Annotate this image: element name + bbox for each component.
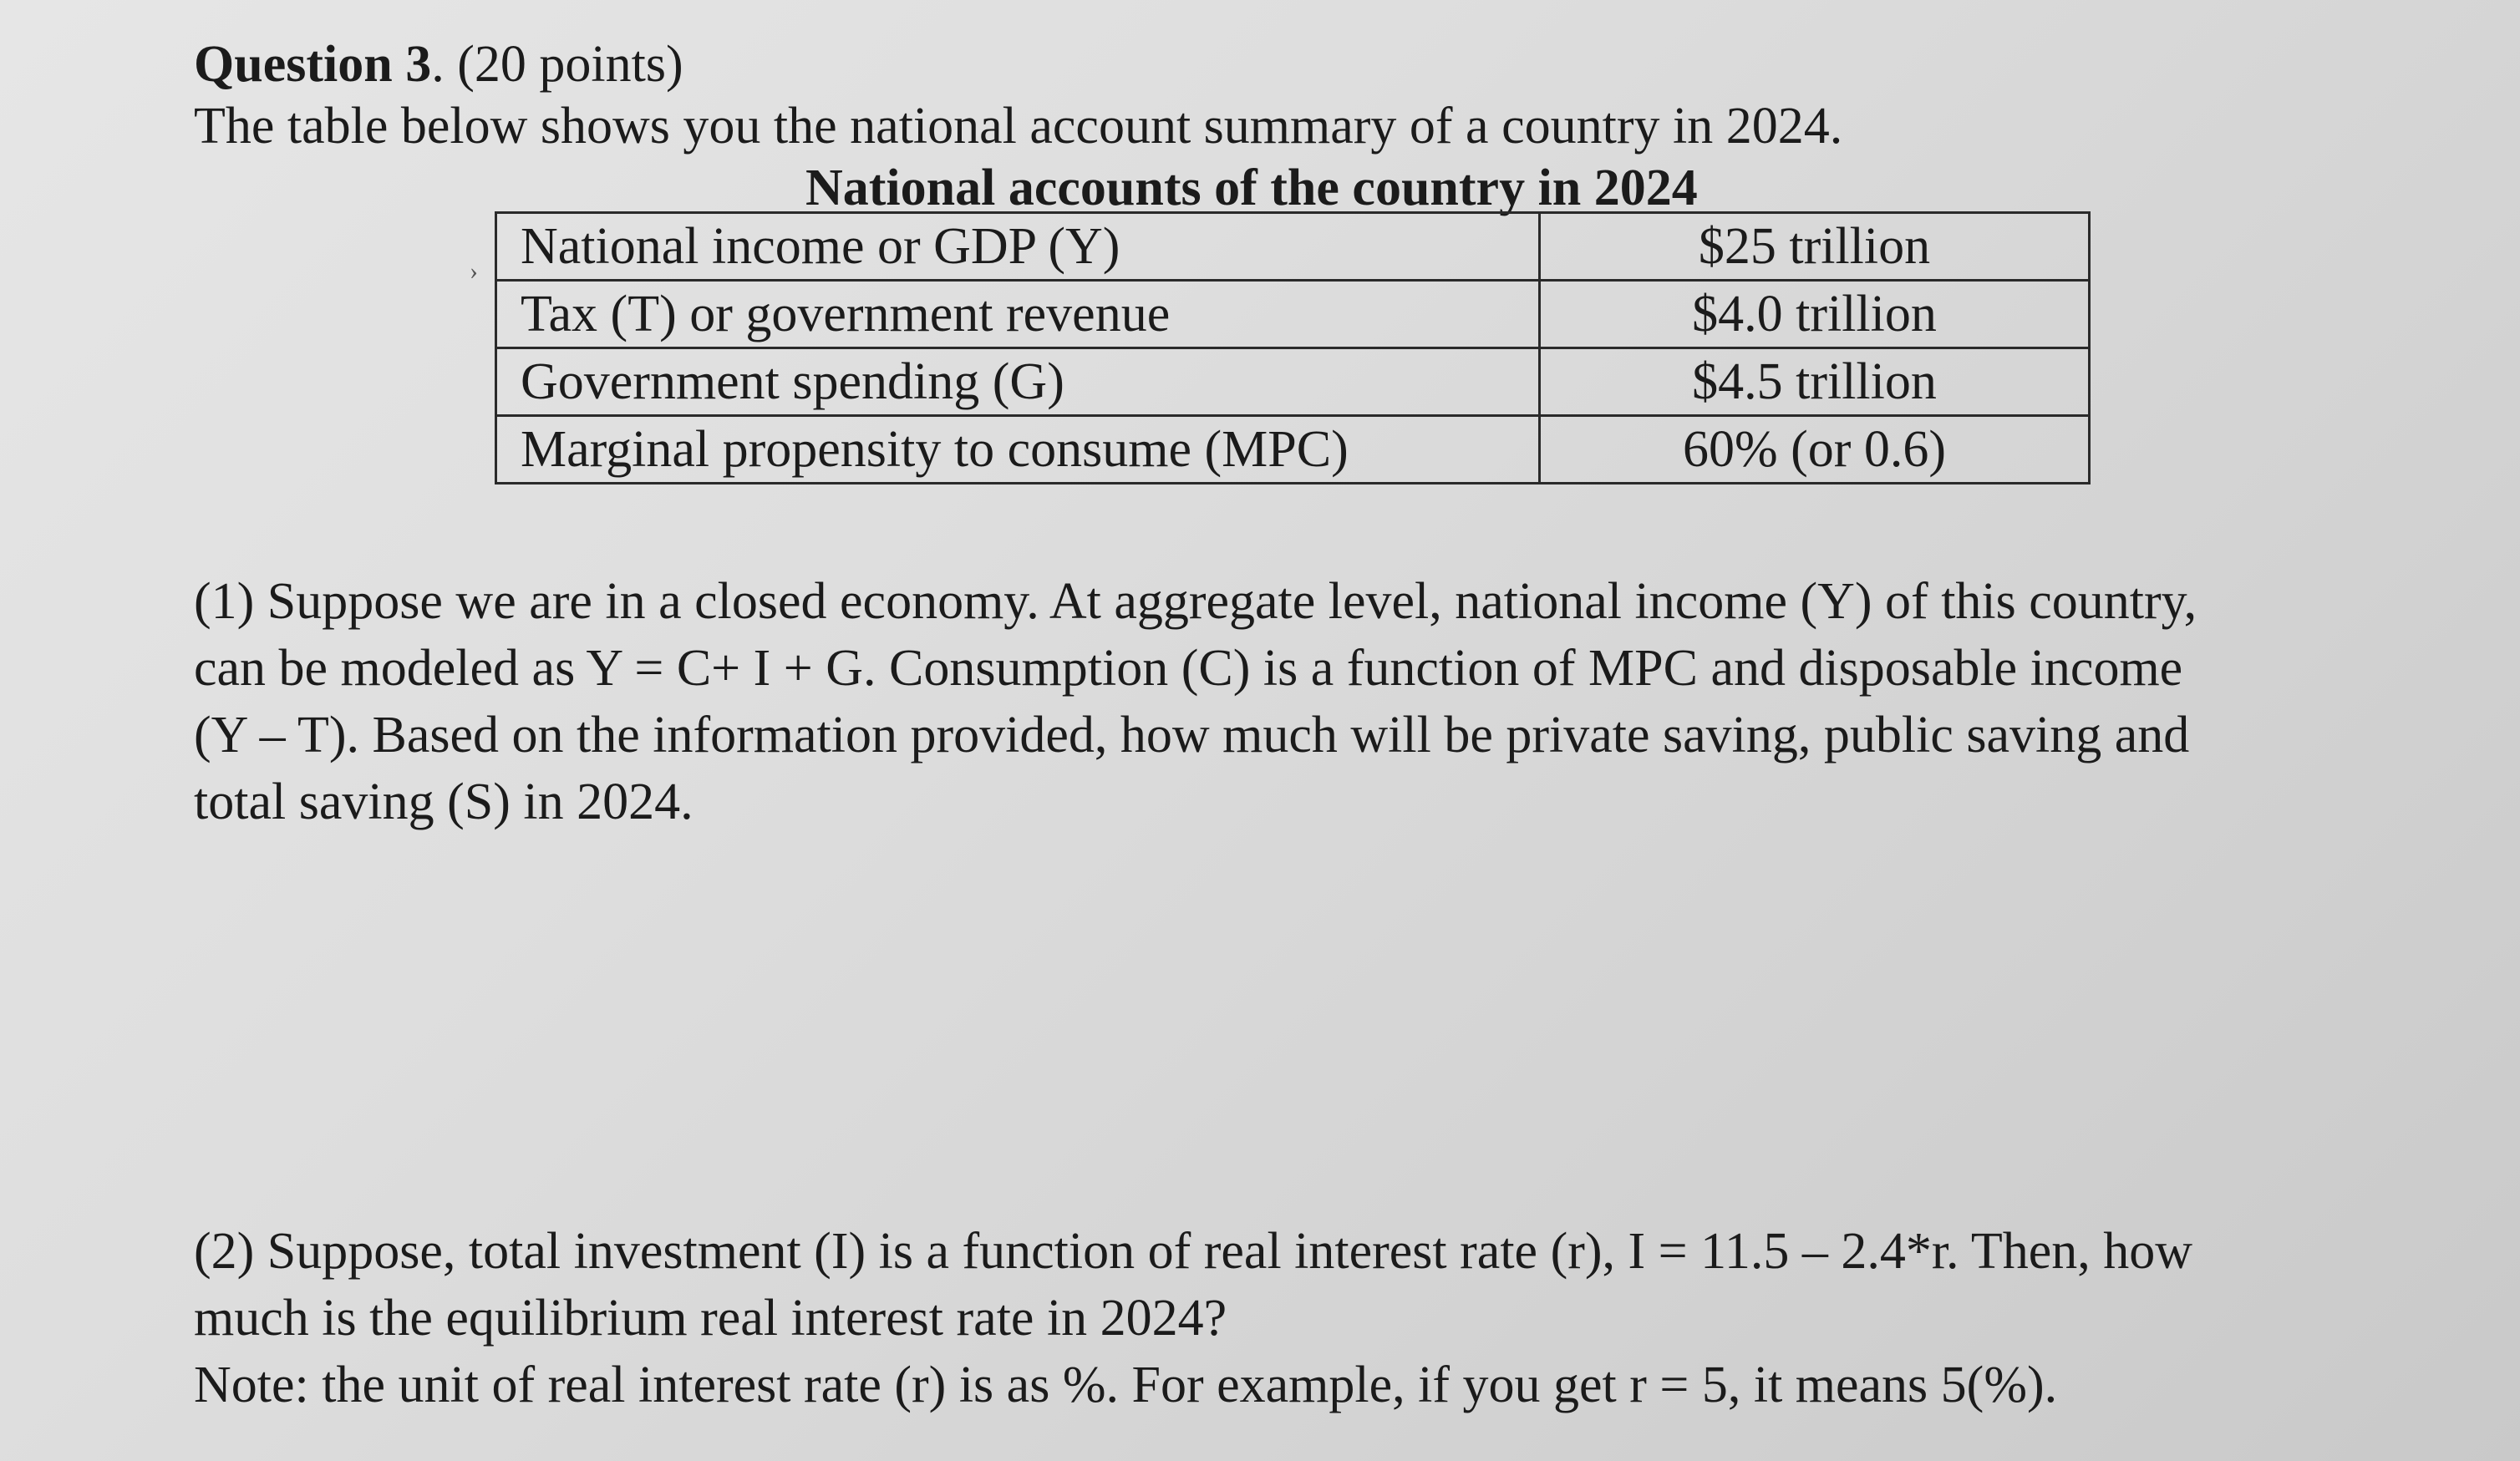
table-row [496, 416, 2090, 484]
row-value: $25 trillion [1540, 213, 2090, 281]
question-label: Question 3 [194, 36, 432, 93]
part-2-line: (2) Suppose, total investment (I) is a function of real interest rate (r), I = 11.5 – 2.4*r. Then, how [194, 1223, 2193, 1280]
question-points: . (20 points) [431, 36, 683, 93]
row-label: Marginal propensity to consume (MPC) [496, 416, 1540, 484]
cursor-marker: › [470, 257, 478, 285]
table-row [496, 281, 2090, 348]
table-caption: National accounts of the country in 2024 [805, 160, 1698, 216]
table-row [496, 213, 2090, 281]
row-label: National income or GDP (Y) [496, 213, 1540, 281]
row-value: 60% (or 0.6) [1540, 416, 2090, 484]
question-intro: The table below shows you the national account summary of a country in 2024. [194, 98, 1843, 155]
part-1-line: (1) Suppose we are in a closed economy. At aggregate level, national income (Y) of this country, [194, 573, 2197, 630]
note [194, 1352, 2416, 1418]
row-value: $4.0 trillion [1540, 281, 2090, 348]
part-1-line: can be modeled as Y = C+ I + G. Consumption (C) is a function of MPC and disposable income [194, 640, 2183, 697]
note-text: Note: the unit of real interest rate (r) is as %. For example, if you get r = 5, it means 5(%). [194, 1357, 2058, 1413]
part-2-question [194, 1218, 2416, 1352]
part-1-line: total saving (S) in 2024. [194, 774, 694, 830]
part-1-question [194, 568, 2416, 835]
row-label: Tax (T) or government revenue [496, 281, 1540, 348]
part-2-line: much is the equilibrium real interest rate in 2024? [194, 1290, 1227, 1347]
row-value: $4.5 trillion [1540, 348, 2090, 416]
row-label: Government spending (G) [496, 348, 1540, 416]
part-1-line: (Y – T). Based on the information provided, how much will be private saving, public saving and [194, 707, 2190, 763]
national-accounts-table [495, 211, 2091, 484]
table-row [496, 348, 2090, 416]
question-heading [194, 33, 2416, 95]
document-page [194, 33, 2416, 1413]
